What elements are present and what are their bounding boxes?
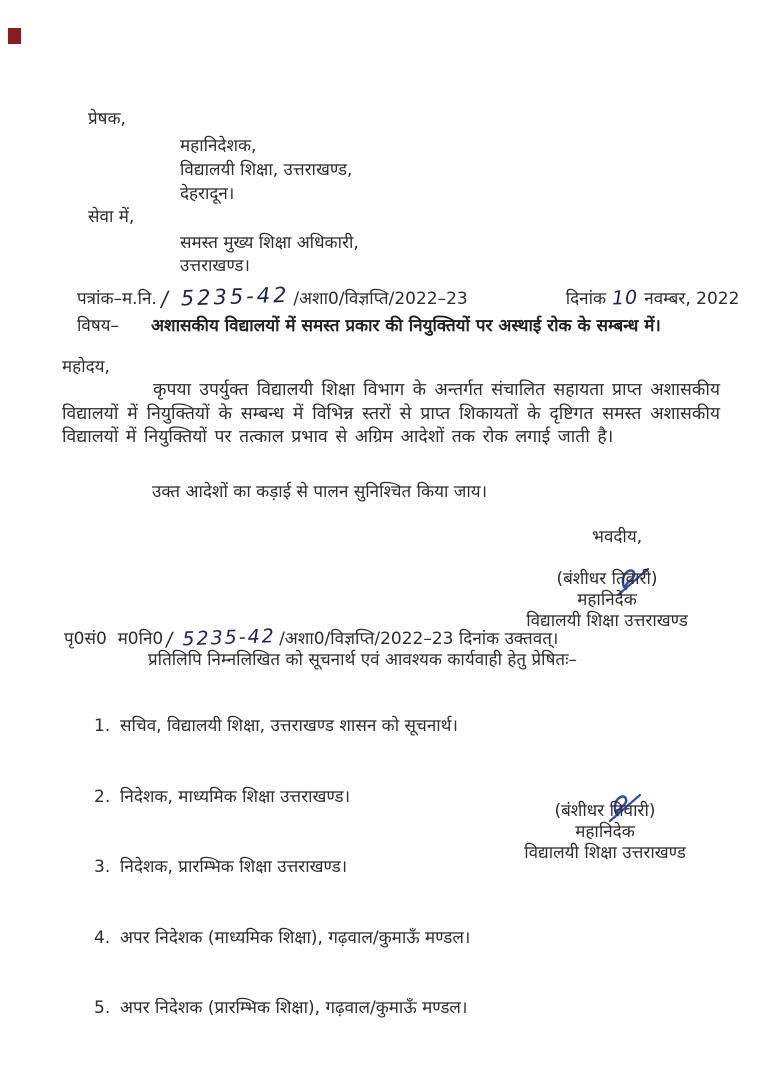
sender-line: विद्यालयी शिक्षा, उत्तराखण्ड, [180,160,353,180]
salutation: महोदय, [62,357,110,377]
from-label: प्रेषक, [88,109,126,129]
signatory-name: (बंशीधर तिवारी) [554,801,656,821]
signatory-organization: विद्यालयी शिक्षा उत्तराखण्ड [526,611,688,631]
sender-line: महानिदेशक, [180,136,257,156]
subject-line [77,315,661,337]
item-text: निदेशक, माध्यमिक शिक्षा उत्तराखण्ड। [120,786,351,807]
ref-prefix: पत्रांक–म.नि. [77,289,157,309]
distribution-list [94,671,654,1068]
signatory-designation: महानिदेक [577,590,637,610]
subject-text: अशासकीय विद्यालयों में समस्त प्रकार की नियुक्तियों पर अस्थाई रोक के सम्बन्ध में। [151,316,661,336]
copy-distribution-line: प्रतिलिपि निम्नलिखित को सूचनार्थ एवं आवश्यक कार्यवाही हेतु प्रेषितः– [148,650,578,670]
scan-artifact-mark [8,28,21,44]
endorsement-reference-line [64,627,558,650]
list-item [94,715,654,737]
sender-line: देहरादून। [180,184,235,204]
date-text: नवम्बर, 2022 [644,289,740,309]
body-paragraph: कृपया उपर्युक्त विद्यालयी शिक्षा विभाग के अन्तर्गत संचालित सहायता प्राप्त अशासकीय विद्यालयों में नियुक्तियों के सम्बन्ध में विभिन्न स्तरों से प्राप्त शिकायतों के दृष्टिगत समस्त अशासकीय विद्यालयों में नियुक्तियों पर तत्काल प्रभाव से अग्रिम आदेशों तक रोक लगाई जाती है। [62,380,720,447]
item-number: 5. [94,998,111,1018]
closing-line: भवदीय, [592,527,643,547]
handwritten-ref-number: / 5235-42 [160,282,290,312]
ref-suffix: /अशा0/विज्ञप्ति/2022–23 [293,289,468,309]
item-number: 1. [94,716,111,736]
item-number: 2. [94,786,111,807]
date-label: दिनांक [565,289,607,309]
signatory-organization: विद्यालयी शिक्षा उत्तराखण्ड [524,843,686,863]
signatory-block [502,569,712,632]
signatory-name: (बंशीधर तिवारी) [556,569,658,589]
recipient-line: समस्त मुख्य शिक्षा अधिकारी, [180,233,359,253]
endorsement-ref-prefix: पृ0सं0 म0नि0 [64,629,164,649]
item-number: 4. [94,927,111,948]
item-number: 3. [94,857,111,877]
handwritten-date-day: 10 [611,286,639,310]
subject-label: विषय– [77,316,120,336]
handwritten-endorsement-number: / 5235-42 [165,625,277,651]
item-text: अपर निदेशक (प्रारम्भिक शिक्षा), गढ़वाल/कुमाऊँ मण्डल। [120,998,468,1018]
list-item [94,927,654,949]
signatory-designation: महानिदेक [575,822,635,842]
item-text: निदेशक, प्रारम्भिक शिक्षा उत्तराखण्ड। [120,857,348,877]
item-text: सचिव, विद्यालयी शिक्षा, उत्तराखण्ड शासन को सूचनार्थ। [120,716,458,736]
list-item [94,997,654,1019]
endorsement-ref-suffix: /अशा0/विज्ञप्ति/2022–23 दिनांक उक्तवत्। [279,629,559,649]
to-label: सेवा में, [88,207,135,227]
recipient-line: उत्तराखण्ड। [180,256,250,276]
item-text: अपर निदेशक (माध्यमिक शिक्षा), गढ़वाल/कुमाऊँ मण्डल। [120,927,471,948]
reference-line [77,282,740,312]
directive-line: उक्त आदेशों का कड़ाई से पालन सुनिश्चित किया जाय। [152,482,488,502]
endorsement-signatory-block [500,801,710,864]
